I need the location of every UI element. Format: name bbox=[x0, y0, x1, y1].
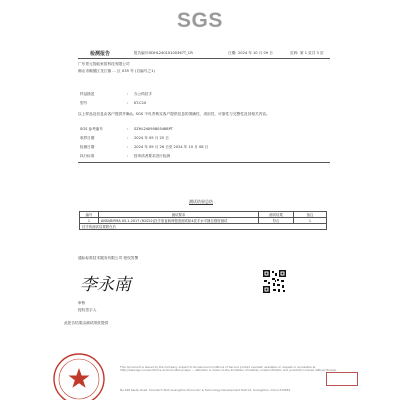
ref-value-standard: 按申请者要求进行检测 bbox=[134, 154, 170, 158]
statement-text: 以上样品及信息由客户提供并确认, SGS 不负责核实客户提供信息的准确性、适用性、可靠性与完整性及其相关内容。 bbox=[78, 112, 270, 116]
ref-value-sgs-no: SZHL24090805488PT bbox=[134, 127, 173, 131]
report-no: SDHL24010100367T_CR bbox=[149, 51, 193, 55]
sgs-logo: SGS bbox=[177, 9, 223, 32]
ref-label-test-date: 检测日期 bbox=[80, 145, 95, 149]
report-no-label: 报告编号: bbox=[134, 51, 150, 55]
results-title: 测试结果总结 bbox=[189, 199, 213, 204]
seal-stamp-icon bbox=[52, 352, 106, 400]
cell-result: 符合 bbox=[259, 218, 294, 224]
field-colon: : bbox=[127, 145, 129, 149]
field-value-model: KT-C10 bbox=[134, 101, 147, 105]
cell-note: 1 bbox=[294, 218, 327, 224]
field-colon: : bbox=[127, 154, 129, 158]
header-divider bbox=[78, 58, 330, 59]
footer-address: No.198 Kezhu Road, Scientech Park Guangzhou Economic & Technology Development District, Guangzhou, China 510663 bbox=[120, 388, 291, 392]
report-date: 2024 年 10 月 09 日 bbox=[238, 51, 273, 55]
field-label-model: 型号 bbox=[80, 101, 88, 105]
table-footnote: 扶手的测试结果附在后 bbox=[80, 224, 327, 230]
ref-value-received: 2024 年 09 月 25 日 bbox=[134, 136, 169, 140]
field-value-sample: 办公椅扶手 bbox=[134, 92, 152, 96]
signer-title: 授权签字人 bbox=[78, 308, 97, 312]
company-line-2: 佛山市顺德区龙江镇 ... 区 035 号 (自编号之1) bbox=[78, 69, 155, 73]
end-note: 此报告结果由测试纸张提供 bbox=[64, 321, 109, 325]
col-header-note: 备注 bbox=[294, 212, 327, 218]
date-label: 日期: bbox=[228, 51, 237, 55]
signoff-company: 通标标准技术服务有限公司 授权签署 bbox=[78, 256, 139, 260]
section-divider bbox=[78, 162, 330, 163]
field-colon: : bbox=[127, 136, 129, 140]
ref-label-standard: 执行标准 bbox=[80, 154, 95, 158]
col-header-no: 编号 bbox=[80, 212, 99, 218]
signer-name: 审核 bbox=[78, 301, 86, 305]
field-colon: : bbox=[127, 101, 129, 105]
table-footnote-row bbox=[80, 224, 327, 230]
footer-disclaimer: This document is issued by the Company subject to its General Conditions of Service printed overleaf, available on request or accessible at http://www.sgs.com/en/Terms-and-Conditions.aspx ... attention is drawn to the limitation of liability, indemnification and jurisdiction issues defined therein. bbox=[120, 365, 338, 373]
ref-value-test-date: 2024 年 09 月 26 日至 2024 年 10 月 08 日 bbox=[134, 145, 209, 149]
cell-no: 1 bbox=[80, 218, 99, 224]
page-number: 第 1 页共 3 页 bbox=[300, 51, 324, 55]
page-title: 检测报告 bbox=[90, 51, 111, 57]
signature: 李永南 bbox=[80, 275, 131, 295]
footer-badge bbox=[326, 372, 358, 386]
field-label-sample: 样品描述 bbox=[80, 92, 95, 96]
company-line-1: 广东景元智能家居科技有限公司 bbox=[78, 62, 130, 66]
page-label: 页码: bbox=[290, 51, 299, 55]
ref-label-sgs-no: SGS 参考编号 bbox=[80, 127, 103, 131]
qr-code-icon bbox=[262, 269, 287, 294]
col-header-requirement: 测试要求 bbox=[99, 212, 259, 218]
field-colon: : bbox=[127, 127, 129, 131]
ref-label-received: 收样日期 bbox=[80, 136, 95, 140]
col-header-result: 测试结果 bbox=[259, 212, 294, 218]
results-table bbox=[79, 211, 327, 230]
cell-requirement: ANSI/BIFMA X5.1-2017 (R2022)扶手垂直载荷强度测试和4扶手水平静态强度测试 bbox=[99, 218, 259, 224]
field-colon: : bbox=[127, 92, 129, 96]
